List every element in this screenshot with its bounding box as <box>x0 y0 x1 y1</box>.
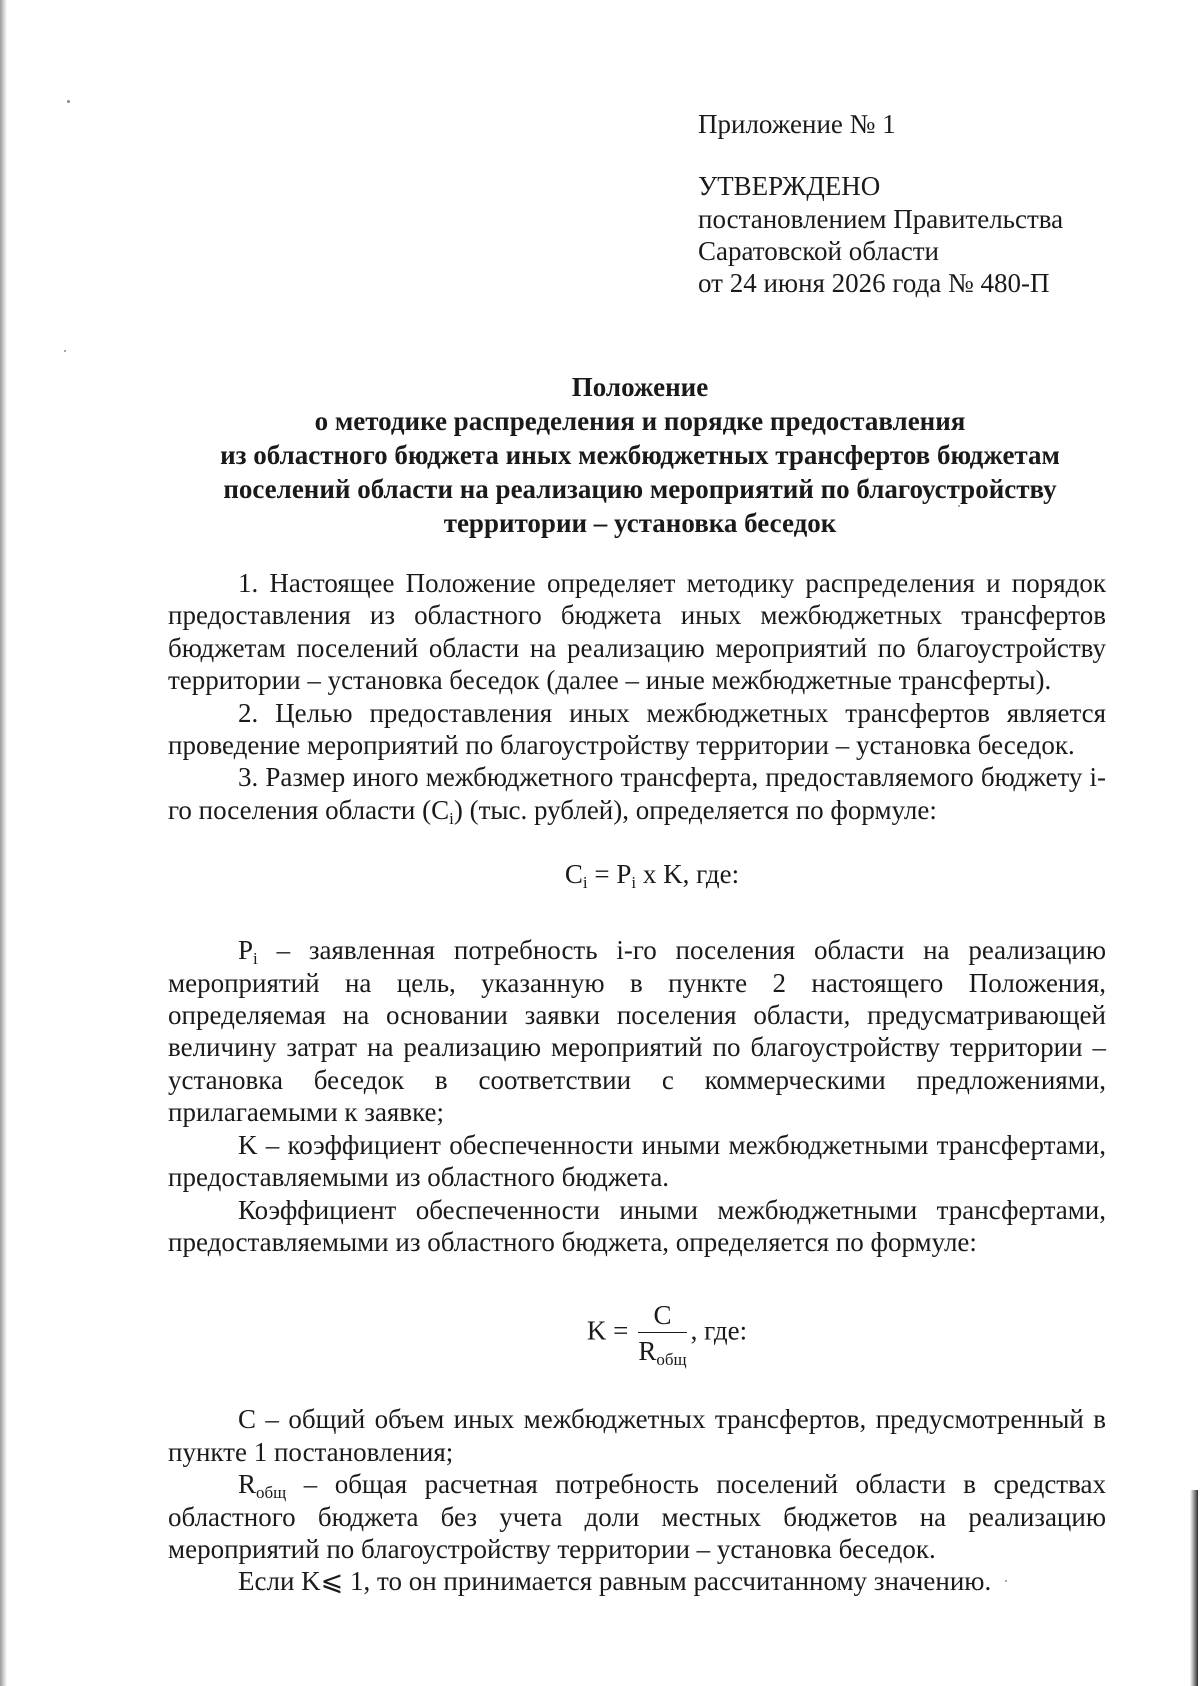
paragraph-3 <box>168 761 1106 826</box>
approved-by-line-2: Саратовской области <box>698 236 939 266</box>
document-title <box>150 370 1130 540</box>
title-line: территории – установка беседок <box>443 508 837 538</box>
formula-symbol: , где: <box>690 1316 748 1347</box>
approved-date: от 24 июня 2026 года № 480-П <box>698 268 1050 298</box>
formula-symbol: x K, где: <box>636 859 740 890</box>
term-symbol: P <box>238 935 254 966</box>
paragraph-4-text: – заявленная потребность i-го поселения области на реализацию мероприятий на цель, указанную в пункте 2 настоящего Положения, определяемая на основании заявки поселения области, предусматривающей величину затрат на реализацию мероприятий по благоустройству территории – установка беседок в соответствии с коммерческими предложениями, прилагаемыми к заявке; <box>168 935 1106 1128</box>
title-line: о методике распределения и порядке предоставления <box>314 406 966 436</box>
scan-left-edge <box>0 0 7 1686</box>
subscript: i <box>631 873 637 893</box>
formula-symbol: K = <box>586 1316 629 1347</box>
paragraph-9: Если K⩽ 1, то он принимается равным рассчитанному значению. <box>238 1566 992 1597</box>
document-body <box>168 567 1106 1598</box>
formula-coefficient <box>168 1298 1106 1369</box>
approved-label: УТВЕРЖДЕНО <box>698 171 881 201</box>
approved-by-line-1: постановлением Правительства <box>698 204 1064 234</box>
paragraph-1: 1. Настоящее Положение определяет методику распределения и порядок предоставления из областного бюджета иных межбюджетных трансфертов бюджетам поселений области на реализацию мероприятий по благоустройству территории – установка беседок (далее – иные межбюджетные трансферты). <box>168 568 1106 696</box>
title-line: из областного бюджета иных межбюджетных трансфертов бюджетам <box>220 440 1060 470</box>
subscript: i <box>582 873 588 893</box>
paragraph-7: C – общий объем иных межбюджетных трансфертов, предусмотренный в пункте 1 постановления; <box>168 1404 1106 1467</box>
paragraph-4 <box>168 934 1106 1128</box>
subscript: общ <box>256 1483 287 1503</box>
scan-right-edge <box>1190 1490 1198 1686</box>
paragraph-2: 2. Целью предоставления иных межбюджетных трансфертов является проведение мероприятий по благоустройству территории – установка беседок. <box>168 697 1106 761</box>
title-line: Положение <box>571 372 709 402</box>
fraction-numerator: C <box>638 1298 686 1333</box>
title-line: поселений области на реализацию мероприятий по благоустройству <box>223 474 1057 504</box>
fraction <box>638 1298 686 1369</box>
approval-block <box>698 108 1168 299</box>
fraction-denominator <box>638 1333 686 1369</box>
paragraph-3-text-end: ) (тыс. рублей), определяется по формуле: <box>453 794 937 825</box>
paragraph-6: Коэффициент обеспеченности иными межбюджетными трансфертами, предоставляемыми из областного бюджета, определяется по формуле: <box>168 1194 1106 1257</box>
term-symbol: R <box>238 1469 257 1500</box>
formula-symbol: R <box>638 1336 657 1367</box>
paragraph-8 <box>168 1468 1106 1565</box>
scan-speck <box>64 350 66 352</box>
subscript: i <box>449 808 454 828</box>
formula-symbol: = P <box>587 859 632 890</box>
paragraph-5: K – коэффициент обеспеченности иными межбюджетными трансфертами, предоставляемыми из областного бюджета. <box>168 1129 1106 1193</box>
subscript: i <box>253 949 258 969</box>
subscript: общ <box>656 1350 687 1370</box>
paragraph-8-text: – общая расчетная потребность поселений области в средствах областного бюджета без учета доли местных бюджетов на реализацию мероприятий по благоустройству территории – установка беседок. <box>168 1469 1106 1564</box>
annex-number: Приложение № 1 <box>698 109 896 139</box>
paragraph-3-text: 3. Размер иного межбюджетного трансферта, предоставляемого бюджету i-го поселения области (C <box>168 762 1106 825</box>
formula-symbol: C <box>564 859 583 890</box>
formula-transfer-size <box>168 858 1106 893</box>
scan-speck <box>67 100 70 103</box>
